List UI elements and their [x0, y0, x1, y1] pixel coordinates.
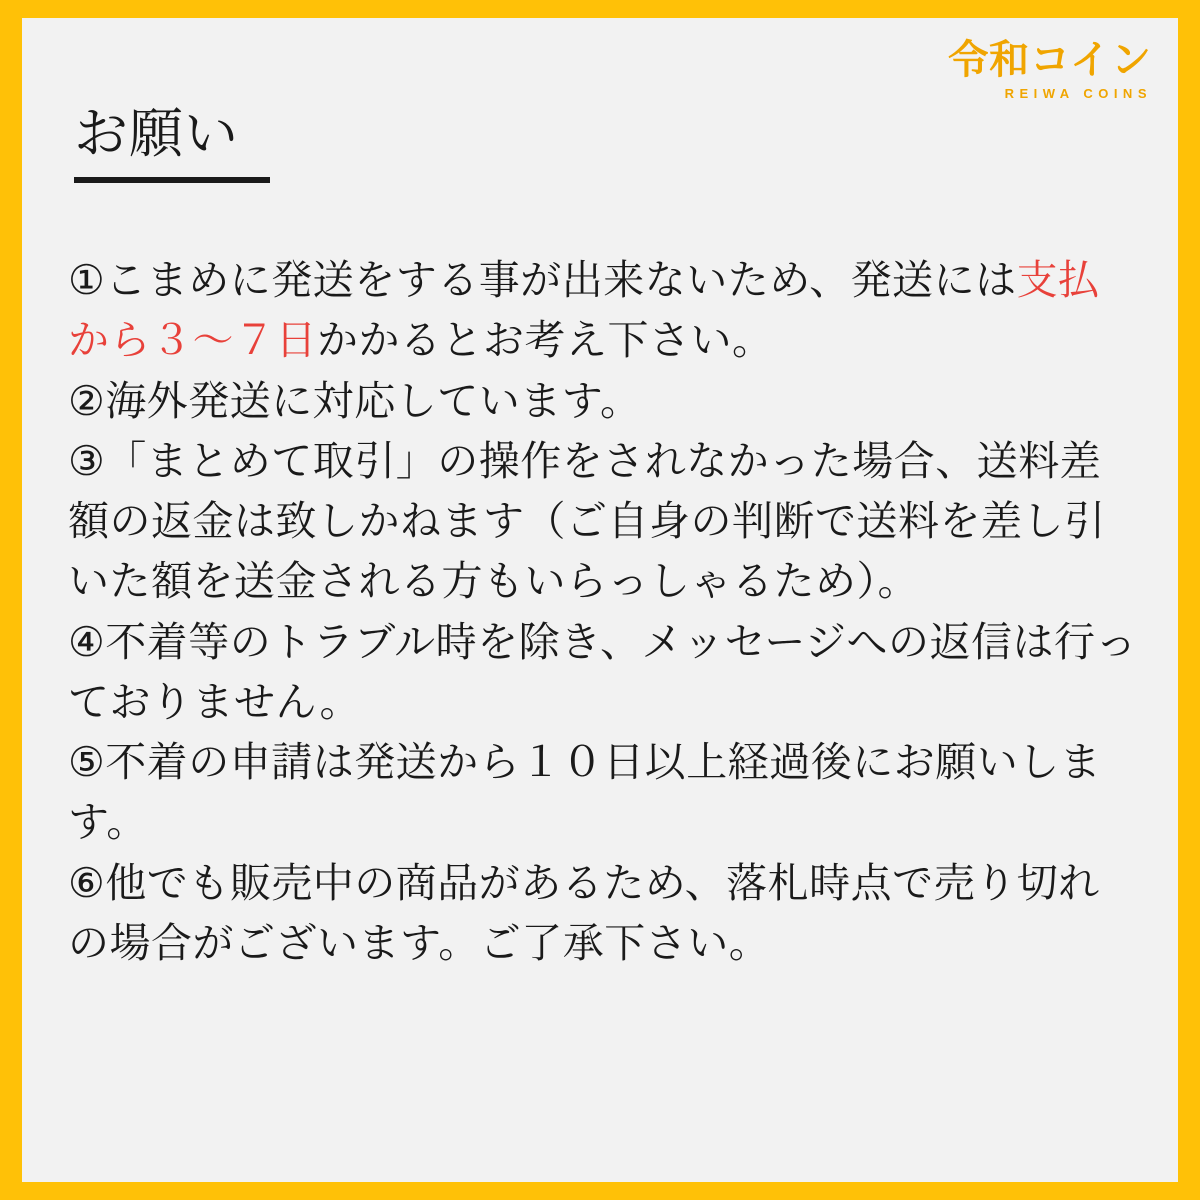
- list-item: [68, 732, 1138, 853]
- content-card: [22, 18, 1178, 1182]
- note-5-lead: ⑤不着の申請は発送から１０日以上経過後にお願いします。: [68, 738, 1102, 847]
- list-item: [68, 612, 1138, 733]
- note-1-lead: ①こまめに発送をする事が出来ないため、発送には: [68, 256, 1017, 304]
- title-underline: [74, 177, 270, 183]
- page-title: [74, 104, 270, 183]
- note-4-lead: ④不着等のトラブル時を除き、メッセージへの返信は行っておりません。: [68, 617, 1138, 726]
- note-1-highlight: 支払から３〜７日: [68, 256, 1100, 365]
- list-item: [68, 371, 1138, 431]
- page-title-text: お願い: [74, 102, 239, 165]
- list-item: [68, 853, 1138, 974]
- note-6-lead: ⑥他でも販売中の商品があるため、落札時点で売り切れの場合がございます。ご了承下さい。: [68, 858, 1100, 967]
- note-1-tail: かかるとお考え下さい。: [317, 316, 774, 365]
- notes-list: [68, 250, 1138, 973]
- note-2-lead: ②海外発送に対応しています。: [68, 376, 642, 425]
- brand-name-ja: 令和コイン: [948, 37, 1152, 83]
- brand-name-en: REIWA COINS: [1004, 86, 1152, 101]
- brand-logo: [948, 37, 1152, 101]
- note-3-lead: ③「まとめて取引」の操作をされなかった場合、送料差額の返金は致しかねます（ご自身の判断で送料を差し引いた額を送金される方もいらっしゃるため）。: [68, 436, 1106, 606]
- list-item: [68, 431, 1138, 612]
- list-item: [68, 250, 1138, 371]
